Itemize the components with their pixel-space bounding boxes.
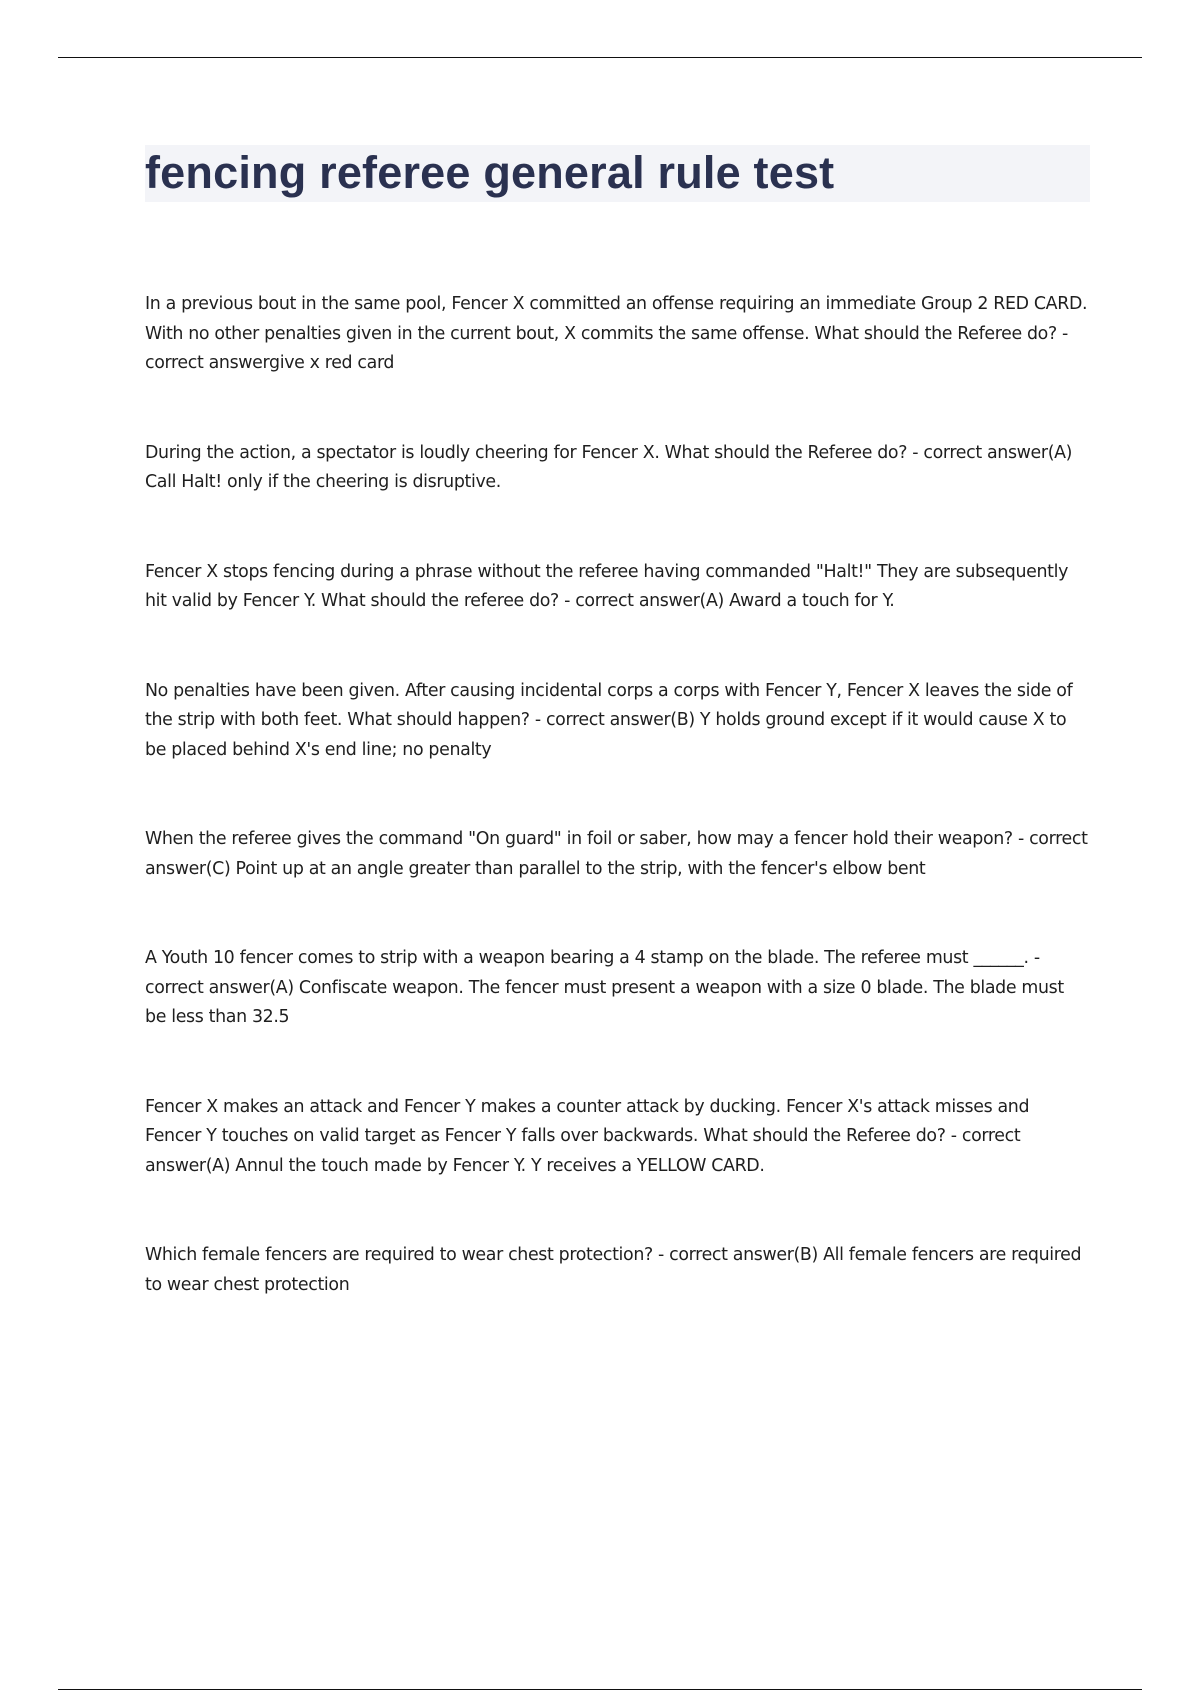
question-list xyxy=(145,290,1090,1360)
question-item-7: Fencer X makes an attack and Fencer Y makes a counter attack by ducking. Fencer X's attack misses and Fencer Y touches on valid target as Fencer Y falls over backwards. What should the Referee do? - correct answer(A) Annul the touch made by Fencer Y. Y receives a YELLOW CARD. xyxy=(145,1096,1030,1176)
question-item-8: Which female fencers are required to wear chest protection? - correct answer(B) All female fencers are required to wear chest protection xyxy=(145,1245,1082,1295)
page-title: fencing referee general rule test xyxy=(145,147,835,198)
question-item-1: In a previous bout in the same pool, Fencer X committed an offense requiring an immediate Group 2 RED CARD. With no other penalties given in the current bout, X commits the same offense. What should the Referee do? - correct answergive x red card xyxy=(145,294,1088,373)
question-item-5: When the referee gives the command "On guard" in foil or saber, how may a fencer hold their weapon? - correct answer(C) Point up at an angle greater than parallel to the strip, with the fencer's elbow bent xyxy=(145,829,1088,879)
header-divider xyxy=(58,57,1142,58)
question-item-6: A Youth 10 fencer comes to strip with a weapon bearing a 4 stamp on the blade. The referee must ______. - correct answer(A) Confiscate weapon. The fencer must present a weapon with a size 0 blade. The blade must be less than 32.5 xyxy=(145,948,1064,1027)
question-item-4: No penalties have been given. After causing incidental corps a corps with Fencer Y, Fencer X leaves the side of the strip with both feet. What should happen? - correct answer(B) Y holds ground except if it would cause X to be placed behind X's end line; no penalty xyxy=(145,680,1073,760)
question-item-2: During the action, a spectator is loudly cheering for Fencer X. What should the Referee do? - correct answer(A) Call Halt! only if the cheering is disruptive. xyxy=(145,442,1073,492)
footer-divider xyxy=(58,1689,1142,1690)
question-item-3: Fencer X stops fencing during a phrase without the referee having commanded "Halt!" They are subsequently hit valid by Fencer Y. What should the referee do? - correct answer(A) Award a touch for Y. xyxy=(145,561,1069,611)
